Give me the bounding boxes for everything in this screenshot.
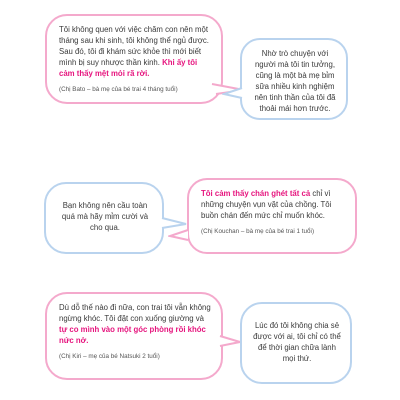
bubble-citation: (Chị Kouchan – bà mẹ của bé trai 1 tuổi)	[201, 228, 315, 235]
bubble-tail	[168, 228, 190, 244]
speech-bubble-kouchan	[187, 178, 357, 254]
speech-bubble-bato	[45, 14, 223, 104]
bubble-highlight: tự co mình vào một góc phòng rồi khóc nức nở.	[59, 325, 206, 345]
bubble-text: Nhờ trò chuyện với người mà tôi tin tưởng, cũng là một bà mẹ bỉm sữa nhiều kinh nghiệm nên tinh thần của tôi đã thoải mái hơn trước.	[254, 49, 336, 113]
bubble-text: Dù dỗ thế nào đi nữa, con trai tôi vẫn không ngừng khóc. Tôi đặt con xuống giường và	[59, 303, 211, 323]
speech-bubble-kiri	[45, 292, 223, 380]
bubble-citation: (Chị Kiri – mẹ của bé Natsuki 2 tuổi)	[59, 353, 160, 360]
bubble-citation: (Chị Bato – bà mẹ của bé trai 4 tháng tuổi)	[59, 86, 178, 93]
bubble-text: Tôi không quen với việc chăm con nên một tháng sau khi sinh, tôi không thể ngủ được. Sau đó, tôi đi khám sức khỏe thì mới biết mình bị suy nhược thần kinh.	[59, 25, 209, 67]
bubble-highlight: Tôi cảm thấy chán ghét tất cả	[201, 189, 311, 198]
bubble-text: chỉ vì những chuyện vụn vặt của chồng. Tôi buồn chán đến mức chỉ muốn khóc.	[201, 189, 332, 220]
speech-bubble-advice-smile	[44, 182, 164, 254]
bubble-tail	[222, 86, 244, 102]
speech-bubble-advice-trust	[240, 38, 348, 120]
bubble-highlight: Khi ấy tôi cảm thấy mệt mỏi rã rời.	[59, 58, 198, 78]
bubble-text: Bạn không nên cầu toàn quá mà hãy mỉm cười và cho qua.	[61, 201, 149, 232]
speech-bubble-advice-time	[240, 302, 352, 384]
bubble-text: Lúc đó tôi không chia sẻ được với ai, tôi chỉ có thể để thời gian chữa lành mọi thứ.	[253, 321, 341, 363]
